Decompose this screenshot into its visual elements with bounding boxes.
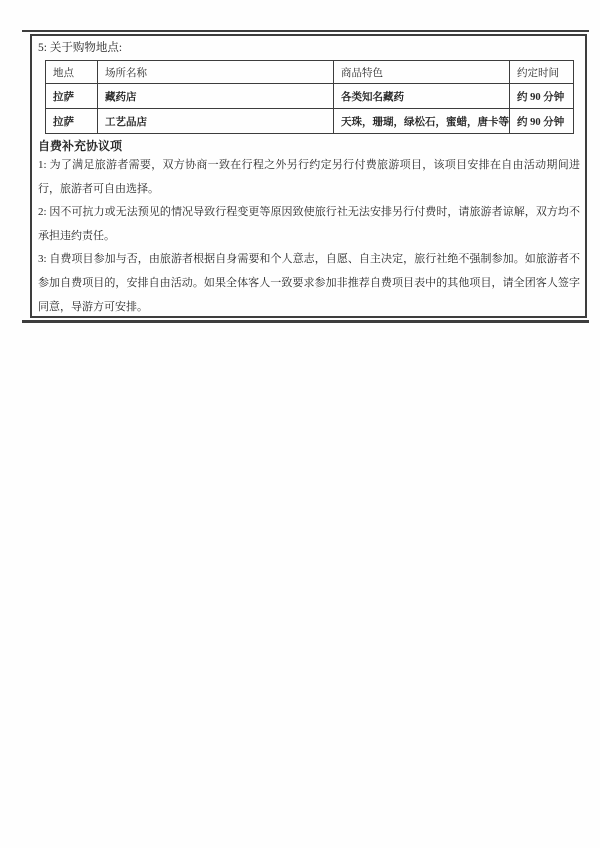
border-echo-top xyxy=(22,30,589,32)
cell-features: 各类知名藏药 xyxy=(334,84,510,109)
column-header-duration: 约定时间 xyxy=(510,61,574,84)
shopping-locations-table xyxy=(45,60,574,134)
border-echo-bottom xyxy=(22,320,589,323)
section-5-heading: 5: 关于购物地点: xyxy=(38,42,123,54)
agreement-clause-3: 3: 自费项目参加与否，由旅游者根据自身需要和个人意志，自愿、自主决定，旅行社绝不强制参加。如旅游者不参加自费项目的，安排自由活动。如果全体客人一致要求参加非推荐自费项目表中的其他项目，请全团客人签字同意，导游方可安排。 xyxy=(38,253,580,313)
agreement-body xyxy=(37,154,580,319)
document-content-box xyxy=(30,34,587,318)
agreement-clause-1: 1: 为了满足旅游者需要，双方协商一致在行程之外另行约定另行付费旅游项目，该项目安排在自由活动期间进行，旅游者可自由选择。 xyxy=(38,159,580,195)
cell-duration: 约 90 分钟 xyxy=(510,109,574,134)
column-header-location: 地点 xyxy=(46,61,98,84)
cell-venue: 工艺品店 xyxy=(98,109,334,134)
table-row xyxy=(46,84,574,109)
cell-location: 拉萨 xyxy=(46,109,98,134)
column-header-features: 商品特色 xyxy=(334,61,510,84)
agreement-clause-2: 2: 因不可抗力或无法预见的情况导致行程变更等原因致使旅行社无法安排另行付费时，请旅游者谅解，双方均不承担违约责任。 xyxy=(38,206,580,242)
agreement-section-heading: 自费补充协议项 xyxy=(38,139,123,153)
column-header-venue: 场所名称 xyxy=(98,61,334,84)
cell-location: 拉萨 xyxy=(46,84,98,109)
cell-features: 天珠，珊瑚，绿松石，蜜蜡，唐卡等 xyxy=(334,109,510,134)
cell-duration: 约 90 分钟 xyxy=(510,84,574,109)
table-row xyxy=(46,109,574,134)
cell-venue: 藏药店 xyxy=(98,84,334,109)
table-header-row xyxy=(46,61,574,84)
